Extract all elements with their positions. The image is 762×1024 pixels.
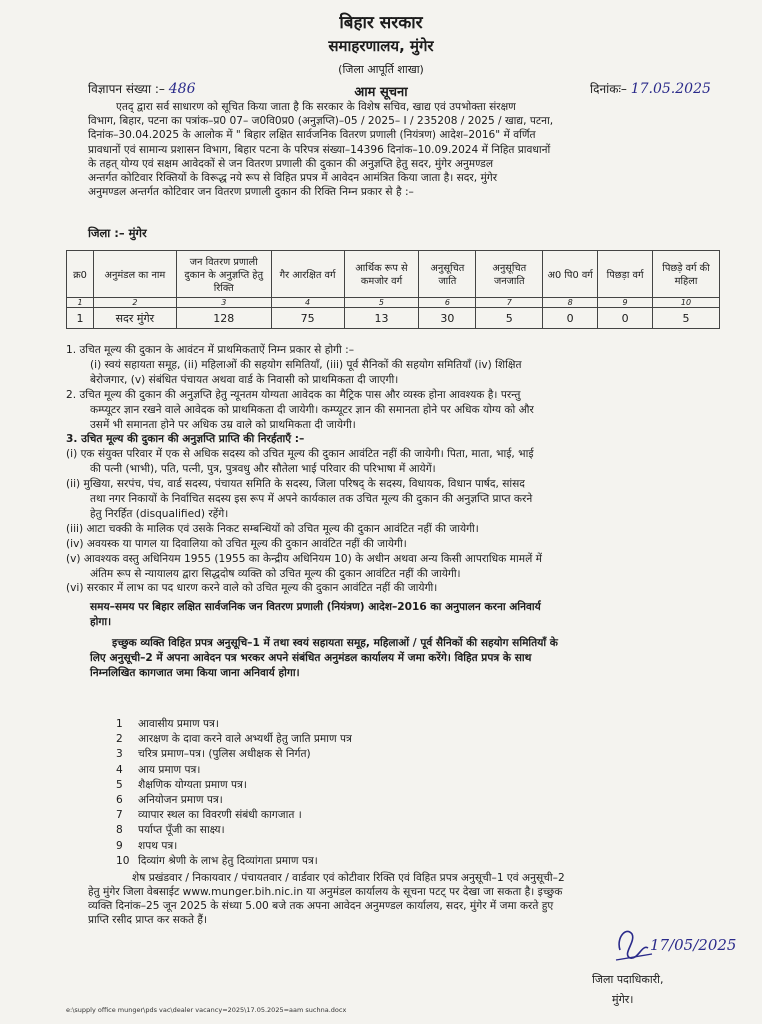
document-item: दिव्यांग श्रेणी के लाभ हेतु दिव्यांगता प्रमाण पत्र।	[138, 854, 318, 867]
column-number: 3	[176, 298, 271, 308]
body-line: लिए अनुसूची–2 में अपना आवेदन पत्र भरकर अपने संबंधित अनुमंडल कार्यालय में जमा करेंगे। विहित प्रपत्र के साथ	[90, 652, 532, 664]
table-cell: 30	[419, 308, 476, 329]
intro-line: अन्तर्गत कोटिवार रिक्तियों के विरूद्ध नये रूप से विहित प्रपत्र में आवेदन आमंत्रित किया जाता है। सदर, मुंगेर	[88, 172, 498, 185]
office-heading: समाहरणालय, मुंगेर	[328, 37, 434, 55]
signature-date: 17/05/2025	[650, 936, 737, 954]
table-cell: 0	[598, 308, 653, 329]
body-line: अंतिम रूप से न्यायालय द्वारा सिद्धदोष व्यक्ति को उचित मूल्य की दुकान आवंटित नहीं की जायेगी।	[90, 567, 461, 580]
intro-line: के तहत् योग्य एवं सक्षम आवेदकों से जन वितरण प्रणाली की दुकान की अनुज्ञप्ति हेतु सदर, मुंगेर अनुमण्डल	[88, 157, 494, 170]
body-line: उसमें भी समानता होने पर अधिक उम्र वाले को प्राथमिकता दी जायेगी।	[90, 418, 356, 431]
closing-line: प्राप्ति रसीद प्राप्त कर सकते हैं।	[88, 914, 208, 926]
body-line: (vi) सरकार में लाभ का पद धारण करने वाले को उचित मूल्य की दुकान आवंटित नहीं की जायेगी।	[66, 582, 438, 595]
vacancy-table	[66, 250, 720, 329]
body-line: (iv) अवयस्क या पागल या दिवालिया को उचित मूल्य की दुकान आवंटित नहीं की जायेगी।	[66, 537, 407, 550]
body-line: 3. उचित मूल्य की दुकान की अनुज्ञप्ति प्राप्ति की निरर्हताएँ :–	[66, 433, 305, 446]
column-number: 7	[476, 298, 543, 308]
government-heading: बिहार सरकार	[339, 13, 423, 33]
body-line: होगा।	[90, 616, 112, 629]
document-item: आय प्रमाण पत्र।	[138, 763, 201, 776]
column-header: अ0 पि0 वर्ग	[543, 251, 598, 298]
closing-line: हेतु मुंगेर जिला वेबसाईट www.munger.bih.nic.in या अनुमंडल कार्यालय के सूचना पटट् पर देखा जा सकता है। इच्छुक	[88, 886, 563, 898]
signature-scribble	[612, 920, 737, 968]
table-cell: 75	[271, 308, 344, 329]
document-number: 4	[116, 763, 123, 776]
body-line: निम्नलिखित कागजात जमा किया जाना अनिवार्य होगा।	[90, 666, 300, 679]
closing-line: व्यक्ति दिनांक–25 जून 2025 के संध्या 5.00 बजे तक अपना आवेदन अनुमण्डल कार्यालय, सदर, मुंगेर में जमा करते हुए	[88, 900, 554, 912]
document-number: 7	[116, 809, 123, 822]
column-number: 8	[543, 298, 598, 308]
advert-label: विज्ञापन संख्या :–	[88, 82, 165, 96]
column-header: पिछड़ा वर्ग	[598, 251, 653, 298]
document-item: आरक्षण के दावा करने वाले अभ्यर्थी हेतु जाति प्रमाण पत्र	[138, 733, 352, 746]
table-cell: 1	[67, 308, 94, 329]
column-number: 4	[271, 298, 344, 308]
column-number: 2	[93, 298, 176, 308]
body-line: 2. उचित मूल्य की दुकान की अनुज्ञप्ति हेतु न्यूनतम योग्यता आवेदक का मैट्रिक पास और व्यस्क होना आवश्यक है। परन्तु	[66, 388, 521, 401]
column-number: 5	[344, 298, 419, 308]
intro-line: प्रावधानों एवं सामान्य प्रशासन विभाग, बिहार पटना के परिपत्र संख्या–14396 दिनांक–10.09.2024 में निहित प्रावधानों	[88, 143, 551, 156]
document-number: 1	[116, 718, 123, 730]
intro-line: अनुमण्डल अन्तर्गत कोटिवार जन वितरण प्रणाली दुकान की रिक्ति निम्न प्रकार से है :–	[88, 186, 414, 199]
column-number: 9	[598, 298, 653, 308]
document-number: 3	[116, 748, 123, 761]
column-header: आर्थिक रूप से कमजोर वर्ग	[344, 251, 419, 298]
document-item: अनियोजन प्रमाण पत्र।	[138, 794, 223, 806]
body-line: बेरोजगार, (v) संबंधित पंचायत अथवा वार्ड के निवासी को प्राथमिकता दी जाएगी।	[90, 373, 399, 386]
table-cell: सदर मुंगेर	[93, 308, 176, 329]
body-line: हेतु निरर्हित (disqualified) रहेंगे।	[90, 507, 229, 520]
body-line: की पत्नी (भाभी), पति, पत्नी, पुत्र, पुत्रवधु और सौतेला भाई परिवार की परिभाषा में आयेगें।	[90, 463, 436, 476]
table-cell: 5	[653, 308, 720, 329]
file-path-footer: e:\supply office munger\pds vac\dealer vacancy=2025\17.05.2025=aam suchna.docx	[66, 1006, 347, 1014]
date-value: 17.05.2025	[630, 81, 711, 97]
closing-line: शेष प्रखंडवार / निकायवार / पंचायतवार / वार्डवार एवं कोटीवार रिक्ति एवं विहित प्रपत्र अनुसूची–1 एवं अनुसूची–2	[132, 872, 565, 884]
body-line: (v) आवश्यक वस्तु अधिनियम 1955 (1955 का केन्द्रीय अधिनियम 10) के अधीन अथवा अन्य किसी आपराधिक मामलें में	[66, 552, 542, 565]
advert-number-value: 486	[168, 81, 196, 97]
intro-line: विभाग, बिहार, पटना का पत्रांक–प्र0 07– ज0वि0प्र0 (अनुज्ञप्ति)–05 / 2025– I / 235208 / 2025 / खाद्य, पटना,	[88, 115, 554, 128]
document-item: व्यापार स्थल का विवरणी संबंधी कागजात ।	[138, 809, 302, 822]
column-header: अनुसूचित जाति	[419, 251, 476, 298]
intro-line: दिनांक–30.04.2025 के आलोक में " बिहार लक्षित सार्वजनिक वितरण प्रणाली (नियंत्रण) आदेश–2016" में वर्णित	[88, 129, 536, 142]
body-line: कम्प्यूटर ज्ञान रखने वाले आवेदक को प्राथमिकता दी जायेगी। कम्प्यूटर ज्ञान की समानता होने पर अधिक योग्य को और	[90, 403, 534, 416]
table-cell: 13	[344, 308, 419, 329]
document-item: पर्याप्त पूँजी का साक्ष्य।	[138, 824, 225, 837]
district-label: जिला :– मुंगेर	[88, 226, 147, 240]
column-header: अनुसूचित जनजाति	[476, 251, 543, 298]
document-item: चरित्र प्रमाण–पत्र। (पुलिस अधीक्षक से निर्गत)	[138, 748, 311, 761]
body-line: (iii) आटा चक्की के मालिक एवं उसके निकट सम्बन्धियों को उचित मूल्य की दुकान आवंटित नहीं की जायेगी।	[66, 522, 479, 535]
signatory-title: जिला पदाधिकारी,	[592, 973, 664, 986]
document-item: शपथ पत्र।	[138, 839, 178, 852]
body-line: समय–समय पर बिहार लक्षित सार्वजनिक जन वितरण प्रणाली (नियंत्रण) आदेश–2016 का अनुपालन करना अनिवार्य	[90, 601, 541, 614]
column-header: जन वितरण प्रणाली दुकान के अनुज्ञप्ति हेतु रिक्ति	[176, 251, 271, 298]
column-header: क्र0	[67, 251, 94, 298]
body-line: 1. उचित मूल्य की दुकान के आवंटन में प्राथमिकताऐं निम्न प्रकार से होगी :–	[66, 344, 355, 356]
notice-date	[590, 80, 711, 97]
table-cell: 5	[476, 308, 543, 329]
intro-line: एतद् द्वारा सर्व साधारण को सूचित किया जाता है कि सरकार के विशेष सचिव, खाद्य एवं उपभोक्ता संरक्षण	[116, 101, 516, 113]
intro-paragraph	[88, 100, 722, 199]
column-header: पिछड़े वर्ग की महिला	[653, 251, 720, 298]
document-item: आवासीय प्रमाण पत्र।	[138, 718, 219, 730]
column-header: अनुमंडल का नाम	[93, 251, 176, 298]
document-number: 8	[116, 824, 123, 837]
document-number: 2	[116, 733, 123, 746]
body-line: इच्छुक व्यक्ति विहित प्रपत्र अनुसूचि–1 में तथा स्वयं सहायता समूह, महिलाओं / पूर्व सैनिकों की सहयोग समितियाँ के	[112, 637, 558, 650]
date-label: दिनांकः–	[590, 82, 627, 96]
document-number: 10	[116, 854, 130, 867]
body-line: तथा नगर निकायों के निर्वाचित सदस्य इस रूप में अपने कार्यकाल तक उचित मूल्य की दुकान की अनुज्ञप्ति प्राप्त करने	[90, 493, 533, 505]
document-number: 9	[116, 839, 123, 852]
notice-title: आम सूचना	[354, 85, 408, 100]
table-cell: 0	[543, 308, 598, 329]
signatory-place: मुंगेर।	[612, 993, 634, 1006]
column-number: 1	[67, 298, 94, 308]
body-line: (i) एक संयुक्त परिवार में एक से अधिक सदस्य को उचित मूल्य की दुकान आवंटित नहीं की जायेगी। पिता, माता, भाई, भाई	[66, 448, 534, 461]
table-row	[67, 308, 720, 329]
column-header: गैर आरक्षित वर्ग	[271, 251, 344, 298]
table-cell: 128	[176, 308, 271, 329]
branch-heading: (जिला आपूर्ति शाखा)	[338, 63, 424, 76]
document-item: शैक्षणिक योग्यता प्रमाण पत्र।	[138, 778, 247, 791]
column-number: 10	[653, 298, 720, 308]
body-line: (i) स्वयं सहायता समूह, (ii) महिलाओं की सहयोग समितियाँ, (iii) पूर्व सैनिकों की सहयोग समितियाँ (iv) शिक्षित	[90, 358, 522, 371]
table-header-row	[67, 251, 720, 298]
column-number: 6	[419, 298, 476, 308]
document-number: 5	[116, 778, 123, 791]
document-number: 6	[116, 794, 123, 806]
table-column-number-row	[67, 298, 720, 308]
body-line: (ii) मुखिया, सरपंच, पंच, वार्ड सदस्य, पंचायत समिति के सदस्य, जिला परिषद् के सदस्य, विधायक, विधान पार्षद, सांसद	[66, 478, 525, 491]
